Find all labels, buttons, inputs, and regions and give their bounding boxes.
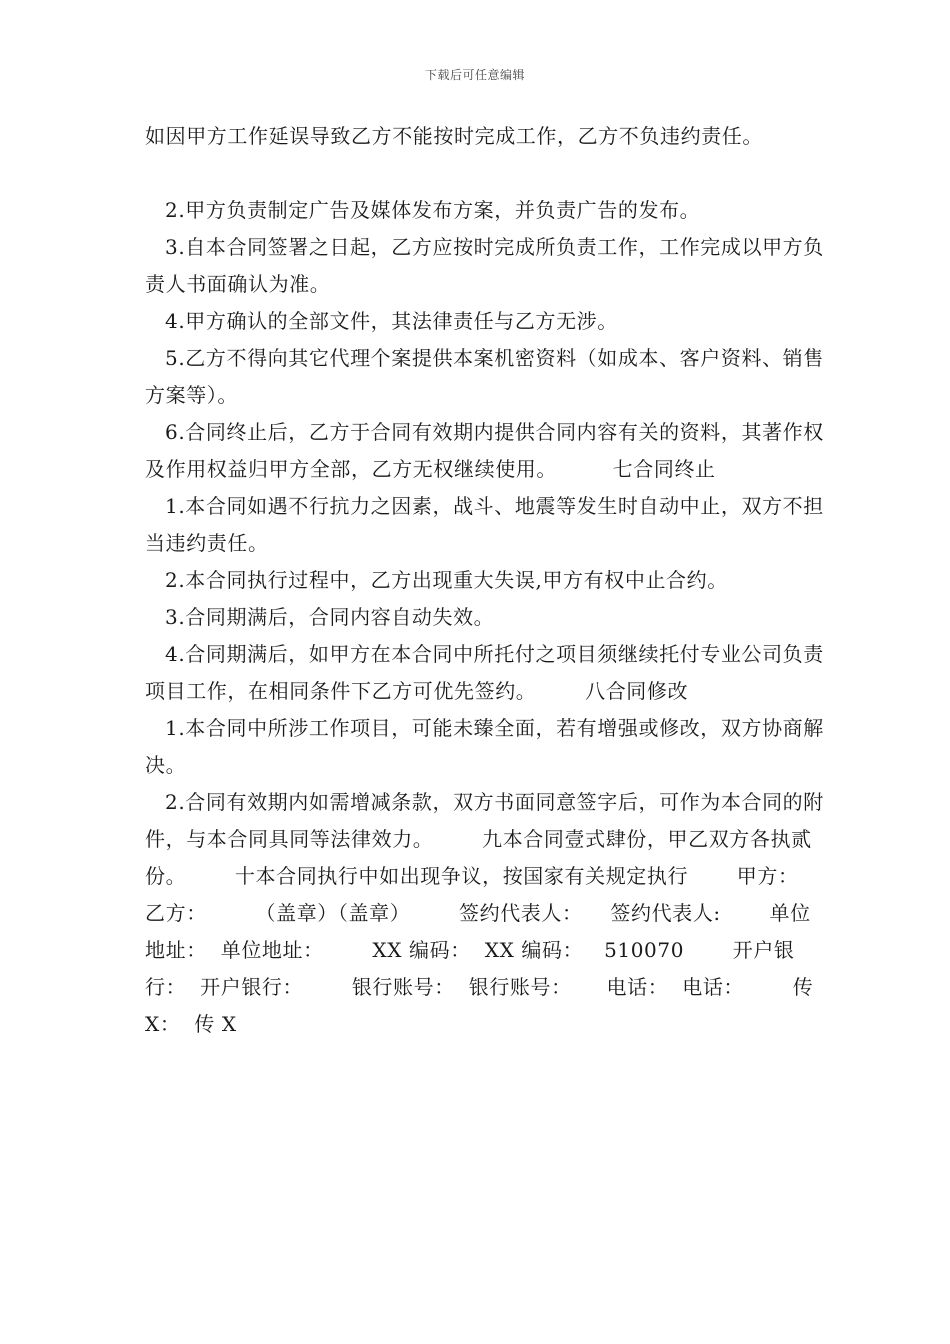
clause-2: 2.甲方负责制定广告及媒体发布方案，并负责广告的发布。 bbox=[165, 198, 701, 222]
clause-4: 4.甲方确认的全部文件，其法律责任与乙方无涉。 bbox=[165, 309, 618, 333]
clause-5: 5.乙方不得向其它代理个案提供本案机密资料（如成本、客户资料、销售方案等）。 bbox=[145, 346, 824, 407]
termination-clause-4: 4.合同期满后，如甲方在本合同中所托付之项目须继续托付专业公司负责项目工作，在相同条件下乙方可优先签约。 八合同修改 bbox=[145, 642, 824, 703]
paragraph-continuation: 如因甲方工作延误导致乙方不能按时完成工作，乙方不负违约责任。 bbox=[145, 124, 763, 148]
amendment-clause-2-and-signatures: 2.合同有效期内如需增减条款，双方书面同意签字后，可作为本合同的附件，与本合同具同等法律效力。 九本合同壹式肆份，甲乙双方各执贰份。 十本合同执行中如出现争议，按国家有关规定执行 甲方： 乙方： （盖章）（盖章） 签约代表人： 签约代表人: 单位地址： 单位地址： XX 编码： XX 编码： 510070 开户银行： 开户银行： 银行账号： 银行账号： 电话： 电话： 传 X： 传 X bbox=[145, 790, 824, 1036]
clause-6: 6.合同终止后，乙方于合同有效期内提供合同内容有关的资料，其著作权及作用权益归甲方全部，乙方无权继续使用。 七合同终止 bbox=[145, 420, 824, 481]
page-header: 下载后可任意编辑 bbox=[424, 68, 525, 82]
clause-3: 3.自本合同签署之日起，乙方应按时完成所负责工作，工作完成以甲方负责人书面确认为准。 bbox=[145, 235, 824, 296]
termination-clause-2: 2.本合同执行过程中，乙方出现重大失误,甲方有权中止合约。 bbox=[165, 568, 728, 592]
document-body bbox=[145, 118, 825, 1043]
amendment-clause-1: 1.本合同中所涉工作项目，可能未臻全面，若有增强或修改，双方协商解决。 bbox=[145, 716, 824, 777]
termination-clause-1: 1.本合同如遇不行抗力之因素，战斗、地震等发生时自动中止，双方不担当违约责任。 bbox=[145, 494, 824, 555]
termination-clause-3: 3.合同期满后，合同内容自动失效。 bbox=[165, 605, 495, 629]
